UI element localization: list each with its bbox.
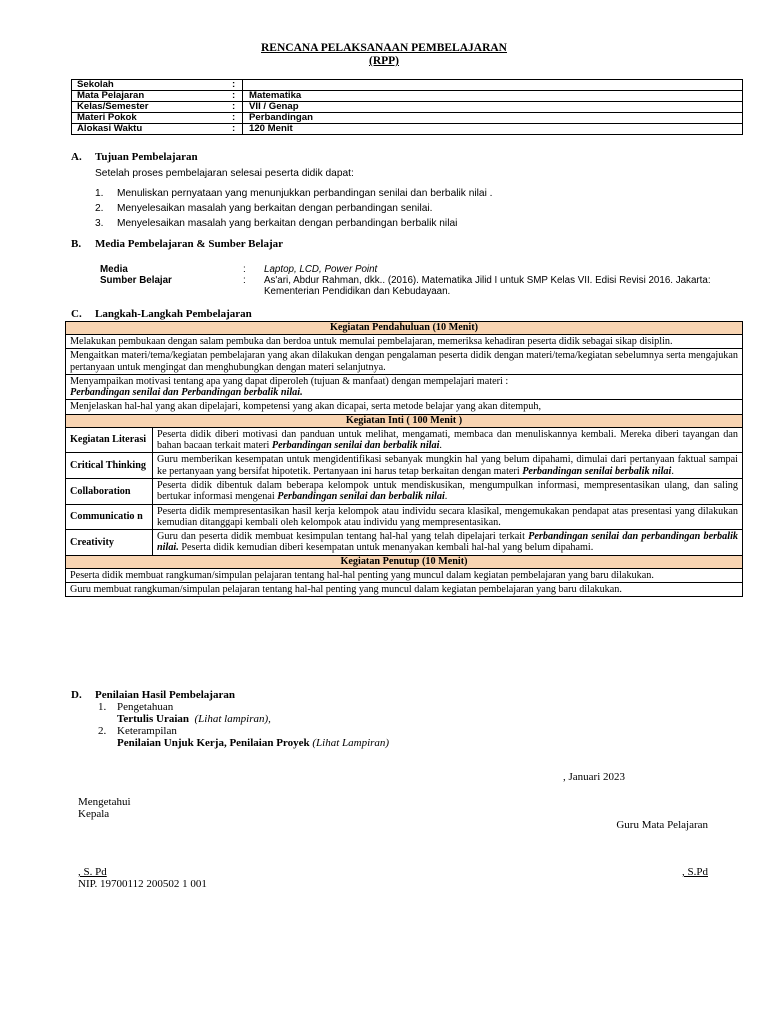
section-title: Penilaian Hasil Pembelajaran: [95, 689, 235, 701]
core-emphasis: Perbandingan senilai dan perbandingan berbalik nilai.: [157, 531, 738, 554]
list-item: [95, 186, 493, 201]
opening-header: Kegiatan Pendahuluan (10 Menit): [66, 322, 743, 335]
objectives-intro: Setelah proses pembelajaran selesai peserta didik dapat:: [95, 168, 354, 179]
item-text: Menyelesaikan masalah yang berkaitan dengan perbandingan berbalik nilai: [117, 218, 458, 229]
assessment-detail: [117, 713, 271, 725]
core-header: Kegiatan Inti ( 100 Menit ): [66, 414, 743, 427]
identity-row: [72, 91, 743, 102]
section-d-heading: [71, 689, 235, 701]
identity-label: Sekolah: [72, 80, 228, 91]
core-emphasis: Perbandingan senilai dan berbalik nilai: [271, 440, 440, 452]
section-letter: A.: [71, 151, 82, 163]
closing-header: Kegiatan Penutup (10 Menit): [66, 555, 743, 568]
item-number: 1.: [95, 188, 104, 199]
identity-value: [243, 80, 743, 91]
core-tail: Peserta didik kemudian diberi kesempatan untuk menanyakan kembali hal-hal yang belum dipahami.: [178, 542, 594, 554]
assessment-note: (Lihat Lampiran): [312, 737, 390, 749]
assessment-method: Penilaian Unjuk Kerja, Penilaian Proyek: [117, 737, 310, 749]
core-tail: .: [439, 440, 442, 452]
section-b-heading: [71, 238, 283, 250]
core-row: [66, 453, 743, 479]
core-row: [66, 427, 743, 453]
section-title: Tujuan Pembelajaran: [95, 151, 198, 163]
section-letter: B.: [71, 238, 82, 250]
core-tail: .: [671, 465, 674, 477]
source-value: As'ari, Abdur Rahman, dkk.. (2016). Matematika Jilid I untuk SMP Kelas VII. Edisi Revisi 2016. Jakarta: Kementerian Pendidikan dan Kebudayaan.: [264, 275, 711, 297]
document-subtitle: (RPP): [368, 55, 399, 67]
motivation-text: Menyampaikan motivasi tentang apa yang dapat diperoleh (tujuan & manfaat) dengan mempelajari materi :: [70, 375, 509, 387]
assessment-note: (Lihat lampiran),: [194, 713, 271, 725]
identity-colon: :: [227, 113, 243, 124]
identity-colon: :: [227, 102, 243, 113]
closing-row: Peserta didik membuat rangkuman/simpulan pelajaran tentang hal-hal penting yang muncul dalam kegiatan pembelajaran yang baru dilakukan.: [66, 568, 743, 582]
identity-value: VII / Genap: [243, 102, 743, 113]
identity-colon: :: [227, 124, 243, 135]
core-body: Peserta didik diberi motivasi dan panduan untuk melihat, mengamati, membaca dan menuliskannya kembali. Mereka diberi tayangan dan bahan bacaan terkait materi: [157, 428, 738, 452]
core-label: Communicatio n: [66, 504, 153, 530]
identity-colon: :: [227, 91, 243, 102]
assessment-method: Tertulis Uraian: [117, 713, 190, 725]
item-text: Menyelesaikan masalah yang berkaitan dengan perbandingan senilai.: [117, 203, 433, 214]
core-text: [153, 530, 743, 556]
opening-row: Mengaitkan materi/tema/kegiatan pembelajaran yang akan dilakukan dengan pengalaman peserta didik dengan materi/tema/kegiatan sebelumnya serta mengajukan pertanyaan untuk mengingat dan menghubungkan dengan materi selanjutnya.: [66, 349, 743, 375]
core-emphasis: Perbandingan senilai dan berbalik nilai: [277, 491, 445, 503]
principal-nip: NIP. 19700112 200502 1 001: [78, 878, 207, 890]
core-text: [153, 427, 743, 453]
core-label: Critical Thinking: [66, 453, 153, 479]
source-label: Sumber Belajar: [100, 275, 172, 286]
section-a-heading: [71, 151, 198, 163]
core-text: [153, 453, 743, 479]
core-row: [66, 530, 743, 556]
core-body: Peserta didik dibentuk dalam beberapa kelompok untuk mendiskusikan, mengumpulkan informasi, mempresentasikan ulang, dan saling bertukar informasi mengenai: [157, 479, 738, 503]
section-title: Media Pembelajaran & Sumber Belajar: [95, 238, 283, 250]
identity-row: [72, 102, 743, 113]
signature-date: , Januari 2023: [563, 771, 626, 783]
core-text: [153, 504, 743, 530]
principal-name: , S. Pd: [78, 866, 107, 878]
assessment-title: Pengetahuan: [117, 701, 174, 713]
identity-row: [72, 113, 743, 124]
identity-label: Materi Pokok: [72, 113, 228, 124]
item-number: 2.: [95, 203, 104, 214]
identity-value: 120 Menit: [243, 124, 743, 135]
core-tail: .: [444, 491, 448, 503]
identity-label: Mata Pelajaran: [72, 91, 228, 102]
teacher-title: Guru Mata Pelajaran: [616, 819, 708, 831]
teacher-name: , S.Pd: [682, 866, 708, 878]
list-item: [95, 201, 493, 216]
assessment-title: Keterampilan: [117, 725, 177, 737]
motivation-emphasis: Perbandingan senilai dan Perbandingan berbalik nilai.: [70, 387, 303, 399]
identity-label: Kelas/Semester: [72, 102, 228, 113]
source-colon: :: [243, 275, 246, 286]
list-item: [95, 216, 493, 231]
learning-steps-table: [65, 321, 743, 597]
assessment-num: 1.: [98, 701, 107, 713]
identity-colon: :: [227, 80, 243, 91]
core-label: Kegiatan Literasi: [66, 427, 153, 453]
media-colon: :: [243, 264, 246, 275]
identity-value: Perbandingan: [243, 113, 743, 124]
item-number: 3.: [95, 218, 104, 229]
media-label: Media: [100, 264, 128, 275]
core-label: Collaboration: [66, 478, 153, 504]
core-row: [66, 478, 743, 504]
core-body: Guru memberikan kesempatan untuk mengidentifikasi sebanyak mungkin hal yang belum dipahami, dimulai dari pertanyaan faktual sampai ke pertanyaan yang bersifat hipotetik. Pertanyaan ini harus tetap berkaitan dengan materi: [157, 454, 738, 477]
identity-row: [72, 124, 743, 135]
document-title: RENCANA PELAKSANAAN PEMBELAJARAN: [261, 42, 507, 54]
core-row: [66, 504, 743, 530]
principal-acknowledge: Mengetahui: [78, 796, 131, 808]
identity-row: [72, 80, 743, 91]
objectives-list: [95, 186, 493, 231]
section-c-heading: [71, 308, 252, 320]
closing-row: Guru membuat rangkuman/simpulan pelajaran tentang hal-hal penting yang muncul dalam kegiatan pembelajaran yang baru dilakukan.: [66, 583, 743, 597]
section-letter: C.: [71, 308, 82, 320]
item-text: Menuliskan pernyataan yang menunjukkan perbandingan senilai dan berbalik nilai .: [117, 188, 493, 199]
assessment-detail: [117, 737, 389, 749]
identity-value: Matematika: [243, 91, 743, 102]
core-text: [153, 478, 743, 504]
explain-row: Menjelaskan hal-hal yang akan dipelajari, kompetensi yang akan dicapai, serta metode belajar yang akan ditempuh,: [66, 400, 743, 414]
principal-title: Kepala: [78, 808, 110, 820]
core-emphasis: Perbandingan senilai berbalik nilai: [522, 465, 672, 477]
core-label: Creativity: [66, 530, 153, 556]
section-title: Langkah-Langkah Pembelajaran: [95, 308, 252, 320]
identity-label: Alokasi Waktu: [72, 124, 228, 135]
assessment-num: 2.: [98, 725, 107, 737]
core-body: Guru dan peserta didik membuat kesimpulan tentang hal-hal yang telah dipelajari terkait: [157, 531, 529, 543]
core-body: Peserta didik mempresentasikan hasil kerja kelompok atau individu secara klasikal, mengemukakan pendapat atas presentasi yang dilakukan kemudian ditanggapi kembali oleh kelompok atau individu yang mempresentasikan.: [157, 505, 738, 528]
opening-row: Melakukan pembukaan dengan salam pembuka dan berdoa untuk memulai pembelajaran, memeriksa kehadiran peserta didik sebagai sikap disiplin.: [66, 335, 743, 349]
motivation-row: [66, 374, 743, 400]
media-value: Laptop, LCD, Power Point: [264, 264, 378, 275]
section-letter: D.: [71, 689, 82, 701]
identity-table: [71, 79, 743, 135]
